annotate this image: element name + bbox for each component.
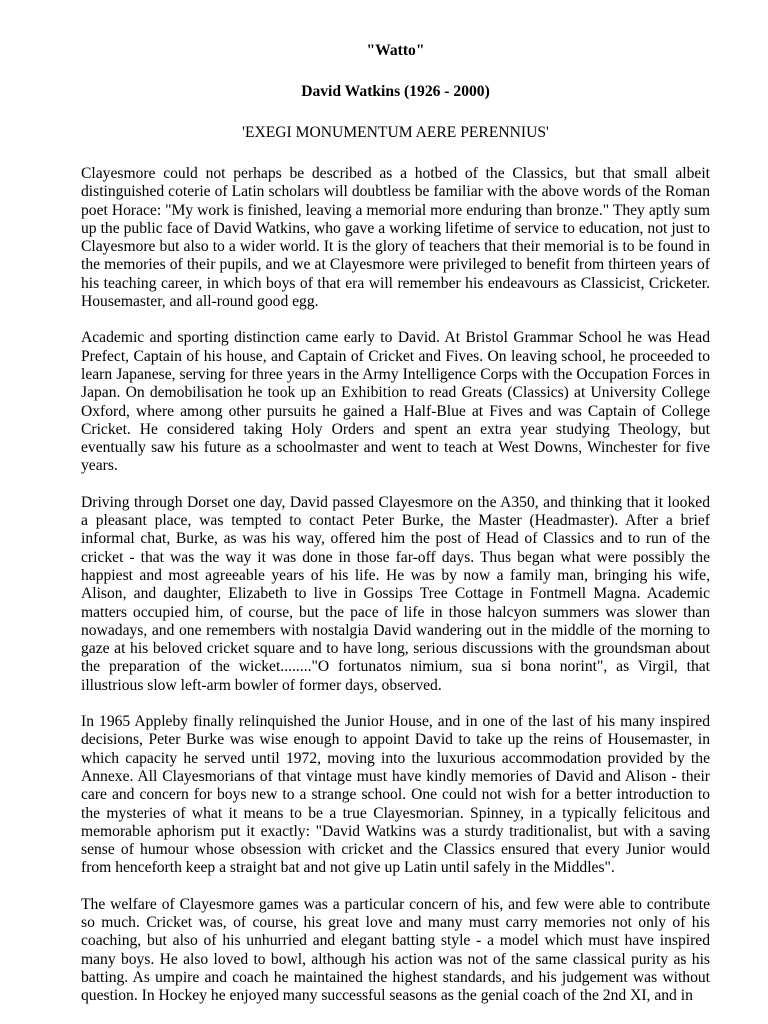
paragraph-1: Clayesmore could not perhaps be described as a hotbed of the Classics, but that small albeit distinguished coterie of Latin scholars will doubtless be familiar with the above words of the Roman poet Horace: "My work is finished, leaving a memorial more enduring than bronze." They aptly sum up the public face of David Watkins, who gave a working lifetime of service to education, not just to Clayesmore but also to a wider world. It is the glory of teachers that their memorial is to be found in the memories of their pupils, and we at Clayesmore were privileged to benefit from thirteen years of his teaching career, in which boys of that era will remember his endeavours as Classicist, Cricketer. Housemaster, and all-round good egg. (81, 165, 710, 311)
paragraph-5: The welfare of Clayesmore games was a particular concern of his, and few were able to contribute so much. Cricket was, of course, his great love and many must carry memories not only of his coaching, but also of his unhurried and elegant batting style - a model which must have inspired many boys. He also loved to bowl, although his action was not of the same classical purity as his batting. As umpire and coach he maintained the highest standards, and his judgement was without question. In Hockey he enjoyed many successful seasons as the genial coach of the 2nd XI, and in (81, 895, 710, 1005)
document-page (81, 42, 710, 1005)
document-title: "Watto" (366, 42, 425, 59)
paragraph-2: Academic and sporting distinction came early to David. At Bristol Grammar School he was Head Prefect, Captain of his house, and Captain of Cricket and Fives. On leaving school, he proceeded to learn Japanese, serving for three years in the Army Intelligence Corps with the Occupation Forces in Japan. On demobilisation he took up an Exhibition to read Greats (Classics) at University College Oxford, where among other pursuits he gained a Half-Blue at Fives and was Captain of College Cricket. He considered taking Holy Orders and spent an extra year studying Theology, but eventually saw his future as a schoolmaster and went to teach at West Downs, Winchester for five years. (81, 329, 710, 475)
paragraph-3: Driving through Dorset one day, David passed Clayesmore on the A350, and thinking that it looked a pleasant place, was tempted to contact Peter Burke, the Master (Headmaster). After a brief informal chat, Burke, as was his way, offered him the post of Head of Classics and to run of the cricket - that was the way it was done in those far-off days. Thus began what were possibly the happiest and most agreeable years of his life. He was by now a family man, bringing his wife, Alison, and daughter, Elizabeth to live in Gossips Tree Cottage in Fontmell Magna. Academic matters occupied him, of course, but the pace of life in those halcyon summers was slower than nowadays, and one remembers with nostalgia David wandering out in the middle of the morning to gaze at his beloved cricket square and to have long, serious discussions with the groundsman about the preparation of the wicket........"O fortunatos nimium, sua si bona norint", as Virgil, that illustrious slow left-arm bowler of former days, observed. (81, 493, 710, 694)
document-subtitle: David Watkins (1926 - 2000) (301, 83, 490, 100)
document-motto: 'EXEGI MONUMENTUM AERE PERENNIUS' (242, 124, 549, 141)
paragraph-4: In 1965 Appleby finally relinquished the Junior House, and in one of the last of his many inspired decisions, Peter Burke was wise enough to appoint David to take up the reins of Housemaster, in which capacity he served until 1972, moving into the luxurious accommodation provided by the Annexe. All Clayesmorians of that vintage must have kindly memories of David and Alison - their care and concern for boys new to a strange school. One could not wish for a better introduction to the mysteries of what it means to be a true Clayesmorian. Spinney, in a typically felicitous and memorable aphorism put it exactly: "David Watkins was a sturdy traditionalist, but with a saving sense of humour whose obsession with cricket and the Classics ensured that every Junior would from henceforth keep a straight bat and not give up Latin until safely in the Middles". (81, 713, 710, 877)
